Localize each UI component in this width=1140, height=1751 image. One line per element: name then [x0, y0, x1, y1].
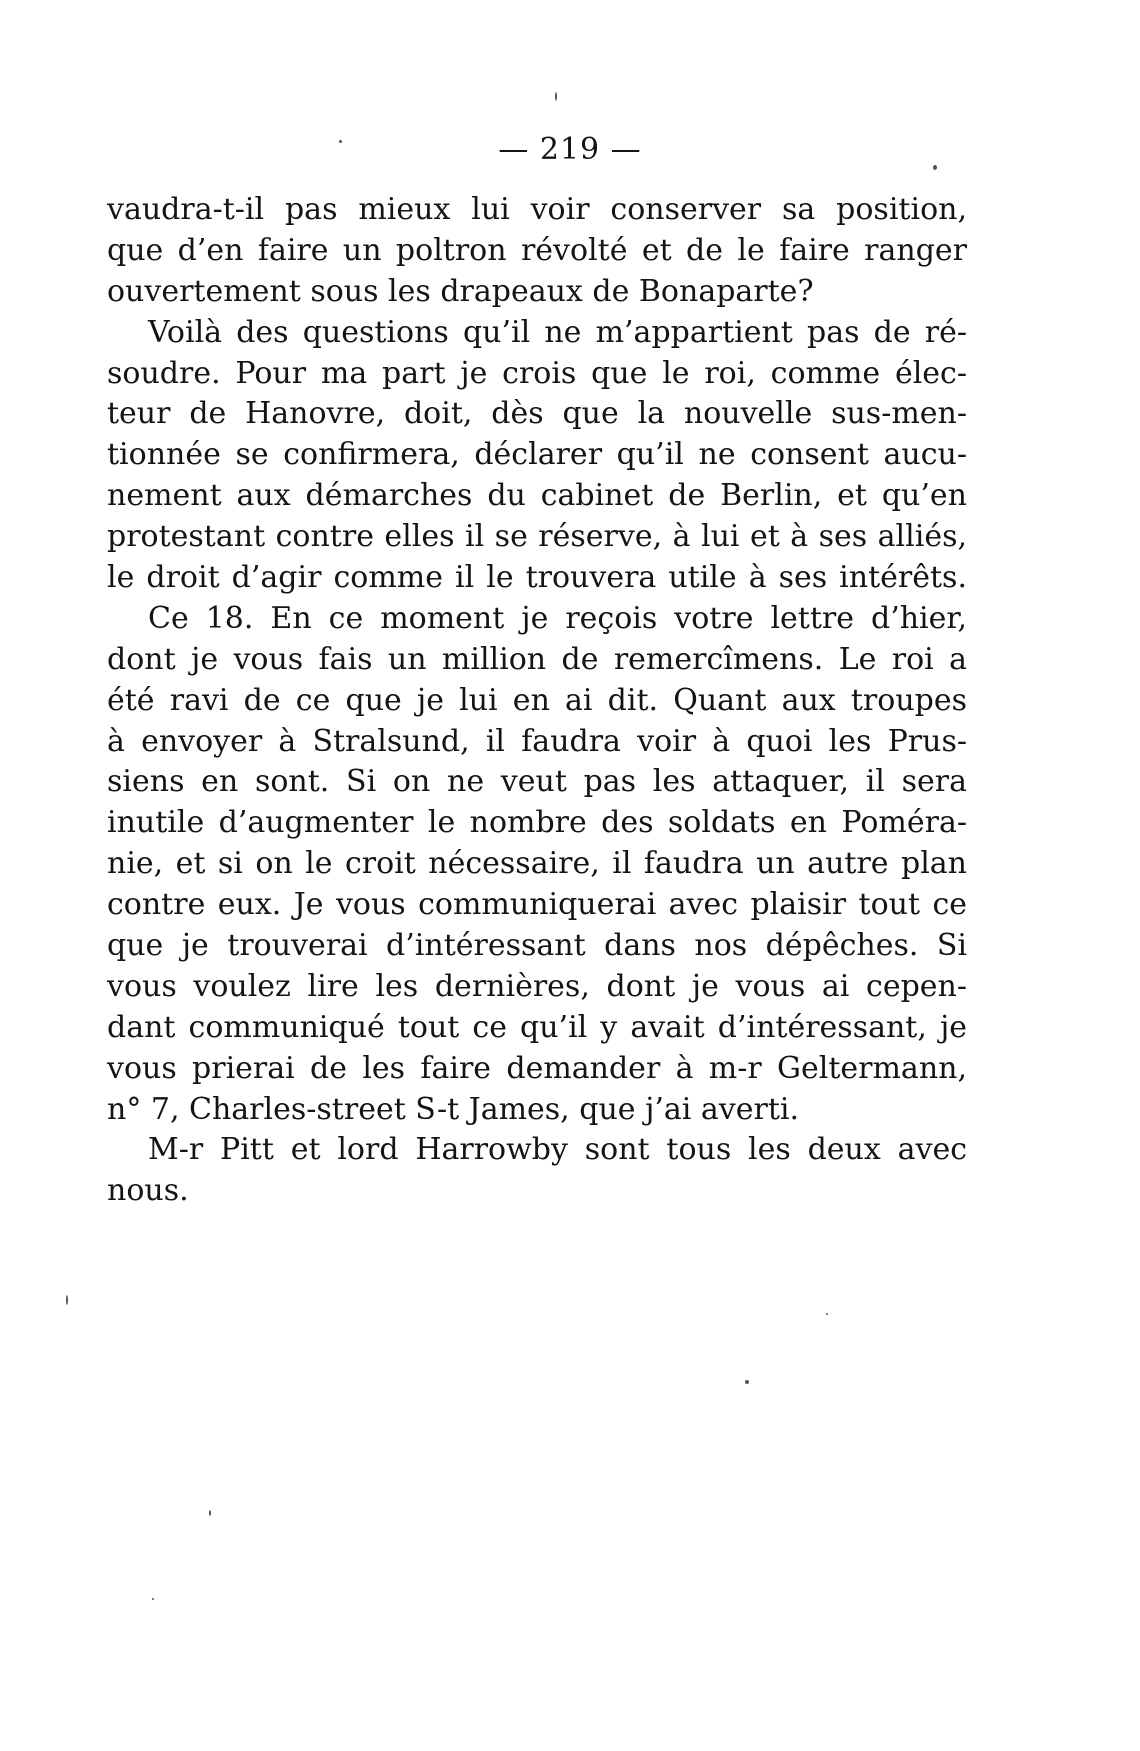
text-line: vous voulez lire les dernières, dont je vous ai cepen-: [107, 968, 967, 1004]
text-line: tionnée se confirmera, déclarer qu’il ne consent aucu-: [107, 437, 967, 473]
text-line: le droit d’agir comme il le trouvera utile à ses intérêts.: [107, 560, 967, 596]
text-line: nous.: [107, 1173, 189, 1209]
text-line: nement aux démarches du cabinet de Berlin, et qu’en: [107, 478, 967, 514]
text-line: inutile d’augmenter le nombre des soldats en Poméra-: [107, 805, 967, 841]
text-line: n° 7, Charles-street S-t James, que j’ai averti.: [107, 1091, 800, 1127]
text-line: dant communiqué tout ce qu’il y avait d’intéressant, je: [107, 1009, 967, 1045]
scan-speck: [209, 1510, 211, 1516]
text-line: ouvertement sous les drapeaux de Bonaparte?: [107, 273, 814, 309]
text-line: été ravi de ce que je lui en ai dit. Quant aux troupes: [107, 682, 967, 718]
text-line: nie, et si on le croit nécessaire, il faudra un autre plan: [107, 846, 967, 882]
text-line: M-r Pitt et lord Harrowby sont tous les deux avec: [148, 1132, 967, 1168]
text-line: protestant contre elles il se réserve, à lui et à ses alliés,: [107, 519, 967, 555]
page-number: — 219 —: [498, 132, 642, 167]
text-line: à envoyer à Stralsund, il faudra voir à quoi les Prus-: [107, 723, 967, 759]
text-line: siens en sont. Si on ne veut pas les attaquer, il sera: [107, 764, 967, 800]
text-line: Voilà des questions qu’il ne m’appartient pas de ré-: [148, 314, 967, 350]
scan-speck: [826, 1313, 828, 1315]
text-line: que d’en faire un poltron révolté et de le faire ranger: [107, 232, 967, 268]
scan-speck: [339, 140, 342, 143]
scan-speck: [152, 1598, 154, 1600]
scan-speck: [66, 1295, 68, 1305]
scan-speck: [555, 92, 557, 101]
text-line: contre eux. Je vous communiquerai avec plaisir tout ce: [107, 887, 967, 923]
text-line: teur de Hanovre, doit, dès que la nouvelle sus-men-: [107, 396, 967, 432]
scan-speck: [933, 165, 937, 170]
text-line: Ce 18. En ce moment je reçois votre lettre d’hier,: [148, 600, 967, 636]
scan-speck: [745, 1380, 749, 1384]
text-line: que je trouverai d’intéressant dans nos dépêches. Si: [107, 928, 967, 964]
text-line: vous prierai de les faire demander à m-r Geltermann,: [107, 1050, 967, 1086]
body-text: [107, 190, 967, 1212]
text-line: soudre. Pour ma part je crois que le roi, comme élec-: [107, 355, 967, 391]
text-line: vaudra-t-il pas mieux lui voir conserver sa position,: [107, 192, 967, 227]
text-line: dont je vous fais un million de remercîmens. Le roi a: [107, 641, 967, 677]
